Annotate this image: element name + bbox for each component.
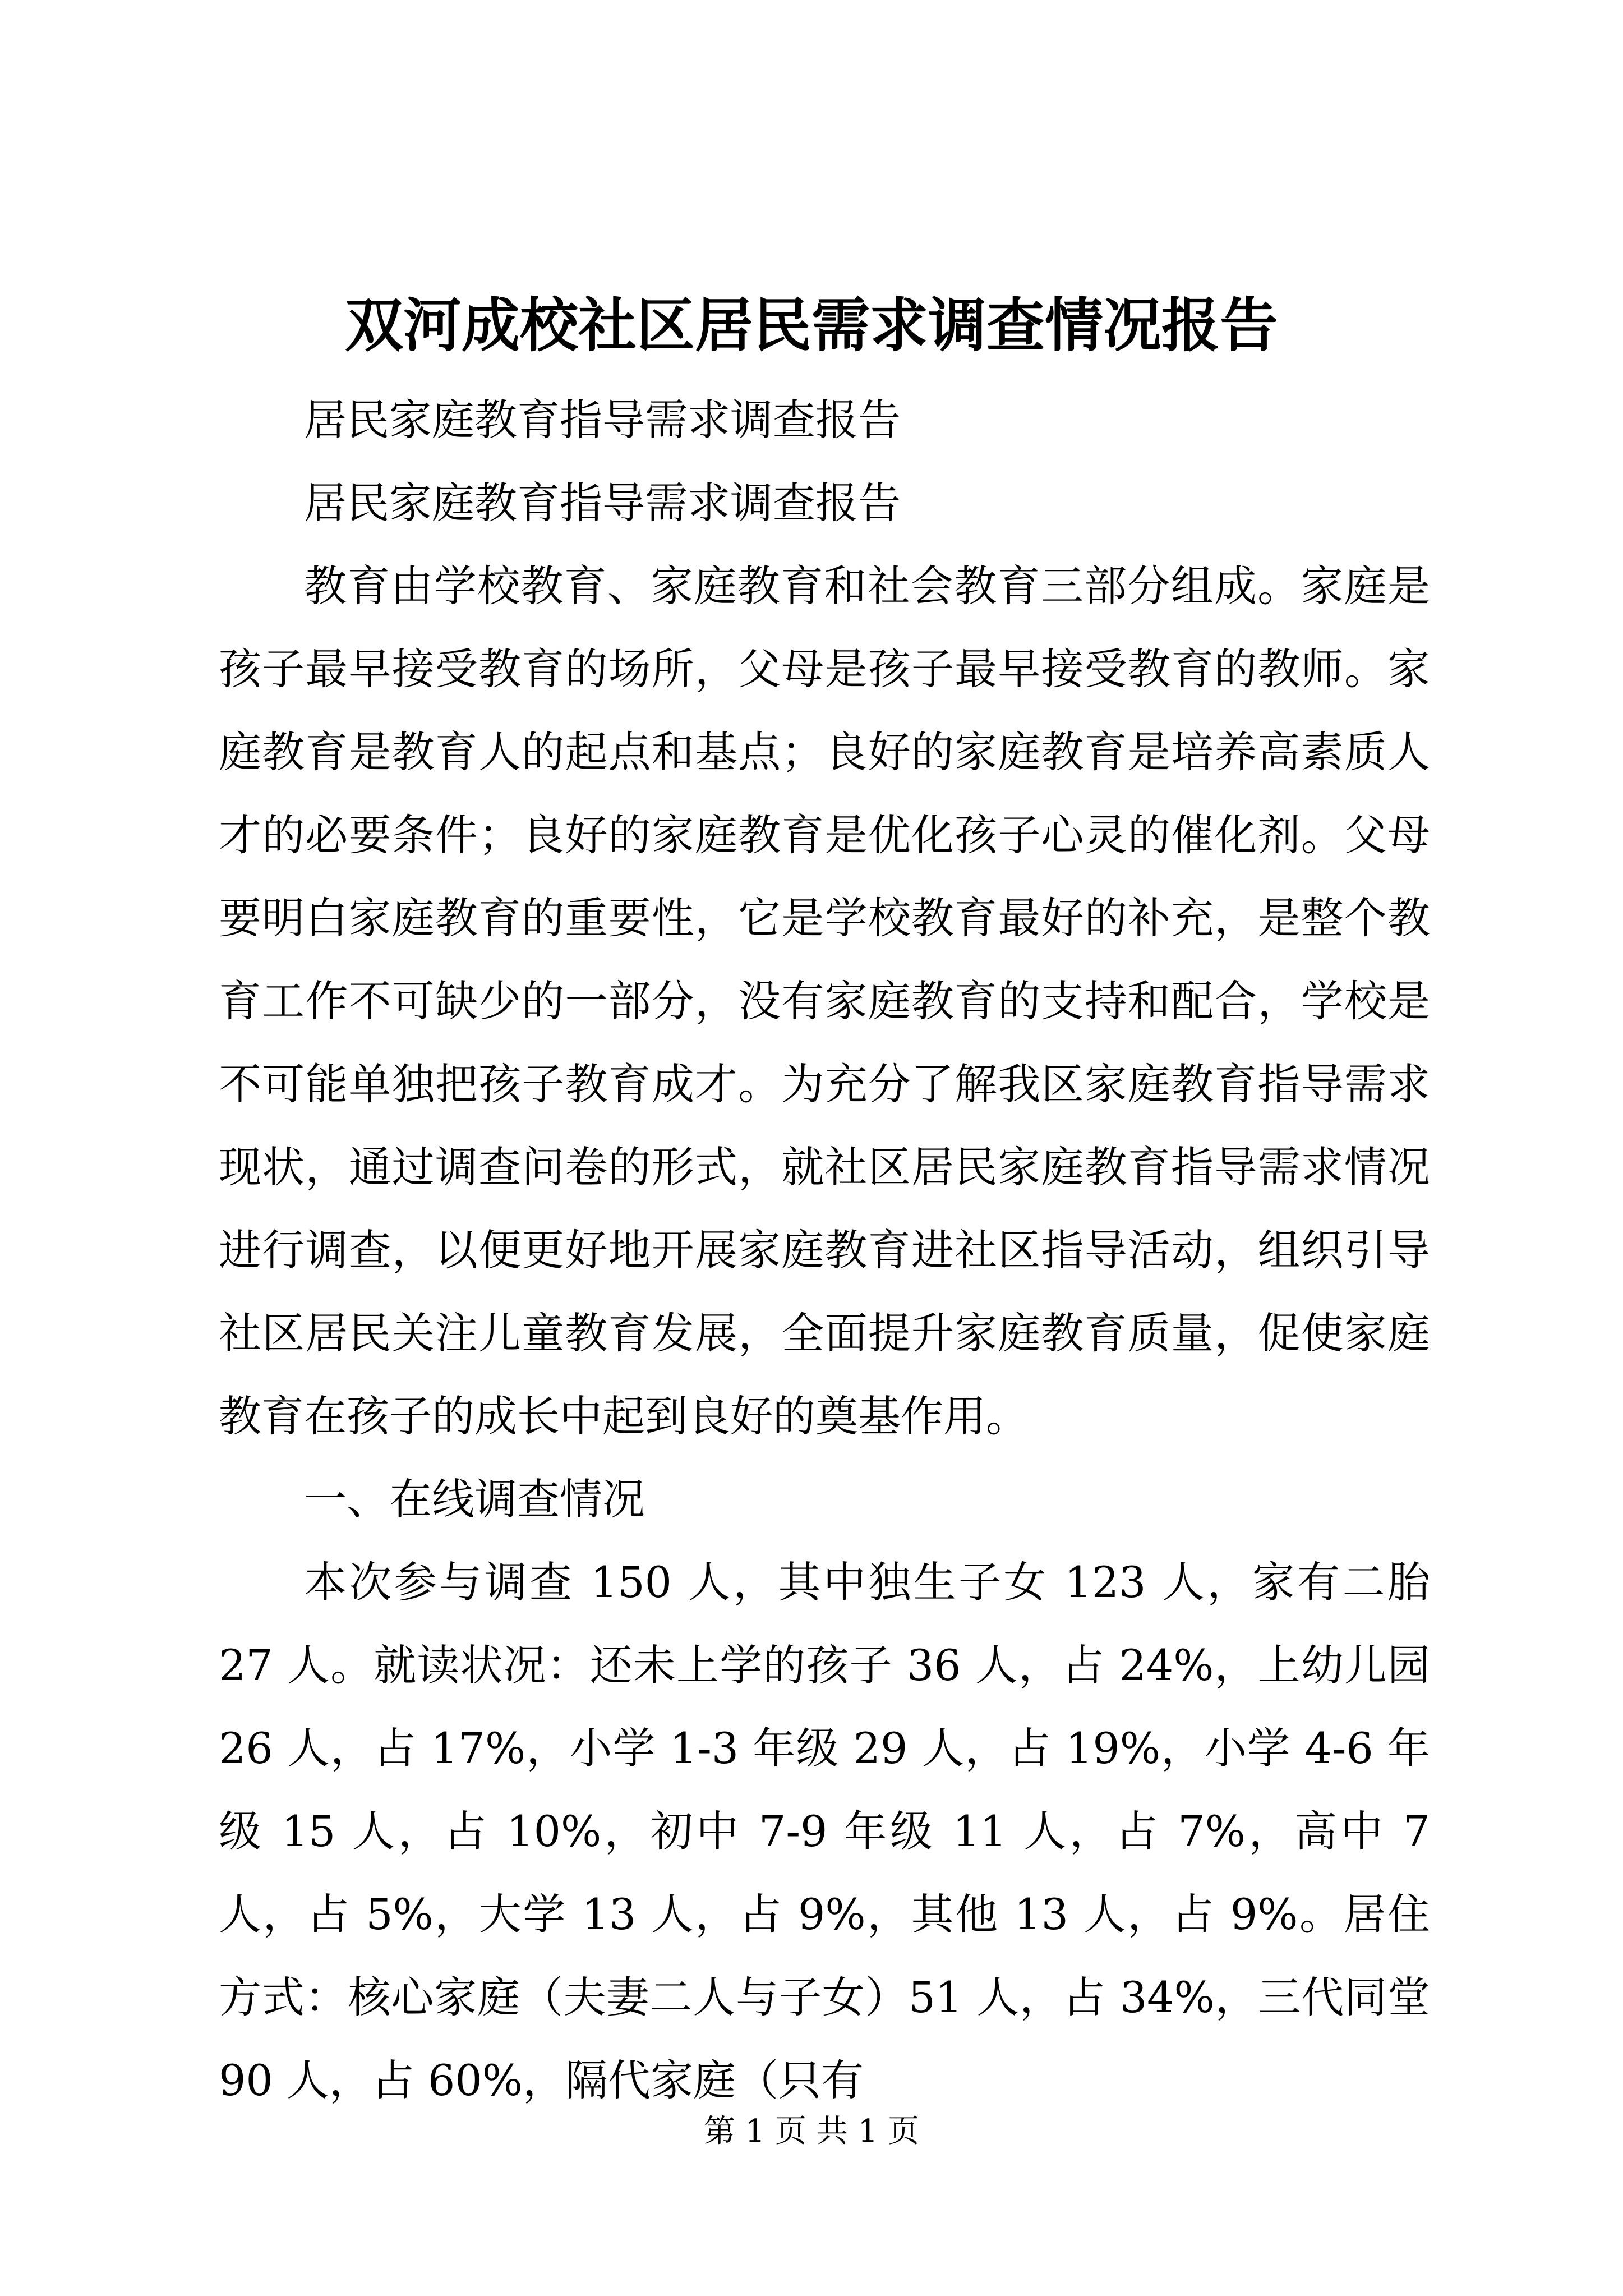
section-heading: 一、在线调查情况 [304, 1474, 645, 1524]
subtitle-paragraph: 居民家庭教育指导需求调查报告 [304, 478, 901, 528]
intro-paragraph: 教育由学校教育、家庭教育和社会教育三部分组成。家庭是孩子最早接受教育的场所，父母是孩子最早接受教育的教师。家庭教育是教育人的起点和基点；良好的家庭教育是培养高素质人才的必要条件；良好的家庭教育是优化孩子心灵的催化剂。父母要明白家庭教育的重要性，它是学校教育最好的补充，是整个教育工作不可缺少的一部分，没有家庭教育的支持和配合，学校是不可能单独把孩子教育成才。为充分了解我区家庭教育指导需求现状，通过调查问卷的形式，就社区居民家庭教育指导需求情况进行调查，以便更好地开展家庭教育进社区指导活动，组织引导社区居民关注儿童教育发展，全面提升家庭教育质量，促使家庭教育在孩子的成长中起到良好的奠基作用。 [219, 561, 1430, 1441]
subtitle-paragraph: 居民家庭教育指导需求调查报告 [304, 395, 901, 445]
page-number-footer: 第 1 页 共 1 页 [703, 2113, 920, 2150]
document-title: 双河成校社区居民需求调查情况报告 [344, 291, 1278, 360]
survey-paragraph: 本次参与调查 150 人，其中独生子女 123 人，家有二胎 27 人。就读状况：还未上学的孩子 36 人，占 24%，上幼儿园 26 人，占 17%，小学 1-3 年级 29 人，占 19%，小学 4-6 年级 15 人，占 10%，初中 7-9 年级 11 人，占 7%，高中 7 人，占 5%，大学 13 人，占 9%，其他 13 人，占 9%。居住方式：核心家庭（夫妻二人与子女）51 人，占 34%，三代同堂 90 人，占 60%，隔代家庭（只有 [219, 1557, 1430, 2105]
document-body [219, 379, 1430, 2122]
